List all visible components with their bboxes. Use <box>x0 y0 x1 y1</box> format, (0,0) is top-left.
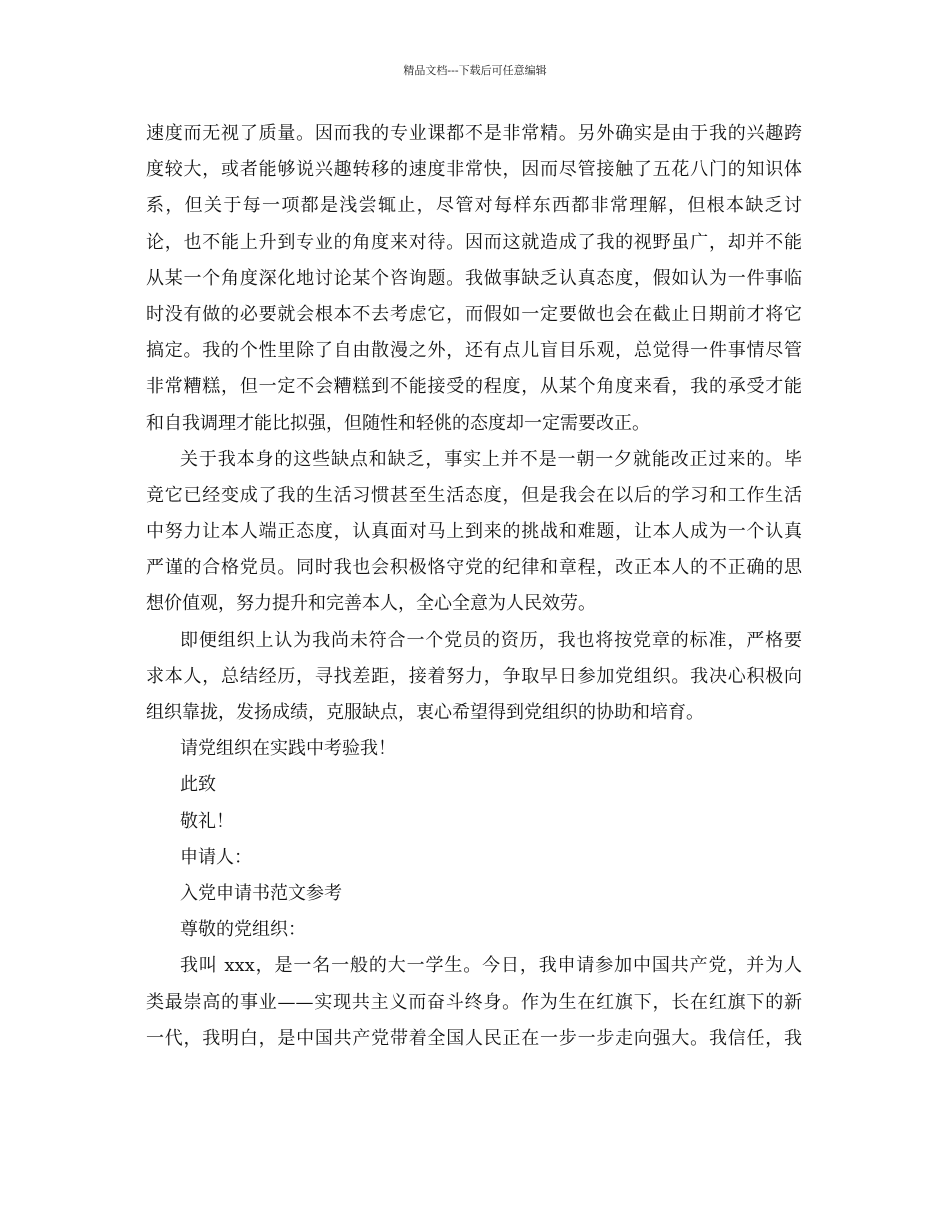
paragraph-first-line: 我叫 xxx，是一名一般的大一学生。今日，我申请参加中国共产党，并为人 <box>180 955 802 977</box>
text-line: 严谨的合格党员。同时我也会积极恪守党的纪律和章程，改正本人的不正确的思 <box>146 557 802 579</box>
closing-request: 请党组织在实践中考验我！ <box>180 738 396 760</box>
text-line: 从某一个角度深化地讨论某个咨询题。我做事缺乏认真态度，假如认为一件事临 <box>146 267 802 289</box>
paragraph-first-line: 关于我本身的这些缺点和缺乏，事实上并不是一朝一夕就能改正过来的。毕 <box>180 448 802 470</box>
text-line: 和自我调理才能比拟强，但随性和轻佻的态度却一定需要改正。 <box>146 412 650 434</box>
closing-regards: 敬礼！ <box>180 810 234 832</box>
text-line: 一代，我明白，是中国共产党带着全国人民正在一步一步走向强大。我信任，我 <box>146 1027 802 1049</box>
text-line: 搞定。我的个性里除了自由散漫之外，还有点儿盲目乐观，总觉得一件事情尽管 <box>146 340 802 362</box>
text-line: 竟它已经变成了我的生活习惯甚至生活态度，但是我会在以后的学习和工作生活 <box>146 484 802 506</box>
text-line: 速度而无视了质量。因而我的专业课都不是非常精。另外确实是由于我的兴趣跨 <box>146 123 802 144</box>
greeting: 尊敬的党组织： <box>180 919 306 941</box>
closing-salutation: 此致 <box>180 774 216 796</box>
paragraph-first-line: 即便组织上认为我尚未符合一个党员的资历，我也将按党章的标准，严格要 <box>180 629 802 651</box>
text-line: 非常糟糕，但一定不会糟糕到不能接受的程度，从某个角度来看，我的承受才能 <box>146 376 802 398</box>
text-line: 求本人，总结经历，寻找差距，接着努力，争取早日参加党组织。我决心积极向 <box>146 665 802 687</box>
document-body <box>146 116 802 1057</box>
text-line: 组织靠拢，发扬成绩，克服缺点，衷心希望得到党组织的协助和培育。 <box>146 702 704 723</box>
text-line: 度较大，或者能够说兴趣转移的速度非常快，因而尽管接触了五花八门的知识体 <box>146 159 802 181</box>
section-title: 入党申请书范文参考 <box>180 882 342 904</box>
applicant-label: 申请人： <box>180 846 252 868</box>
text-line: 类最崇高的事业——实现共主义而奋斗终身。作为生在红旗下，长在红旗下的新 <box>146 991 802 1013</box>
text-line: 时没有做的必要就会根本不去考虑它，而假如一定要做也会在截止日期前才将它 <box>146 303 802 325</box>
text-line: 想价值观，努力提升和完善本人，全心全意为人民效劳。 <box>146 593 596 615</box>
text-line: 系，但关于每一项都是浅尝辄止，尽管对每样东西都非常理解，但根本缺乏讨 <box>146 195 802 217</box>
text-line: 论，也不能上升到专业的角度来对待。因而这就造成了我的视野虽广，却并不能 <box>146 231 802 253</box>
page-header: 精品文档---下载后可任意编辑 <box>403 64 547 77</box>
text-line: 中努力让本人端正态度，认真面对马上到来的挑战和难题，让本人成为一个认真 <box>146 521 802 543</box>
